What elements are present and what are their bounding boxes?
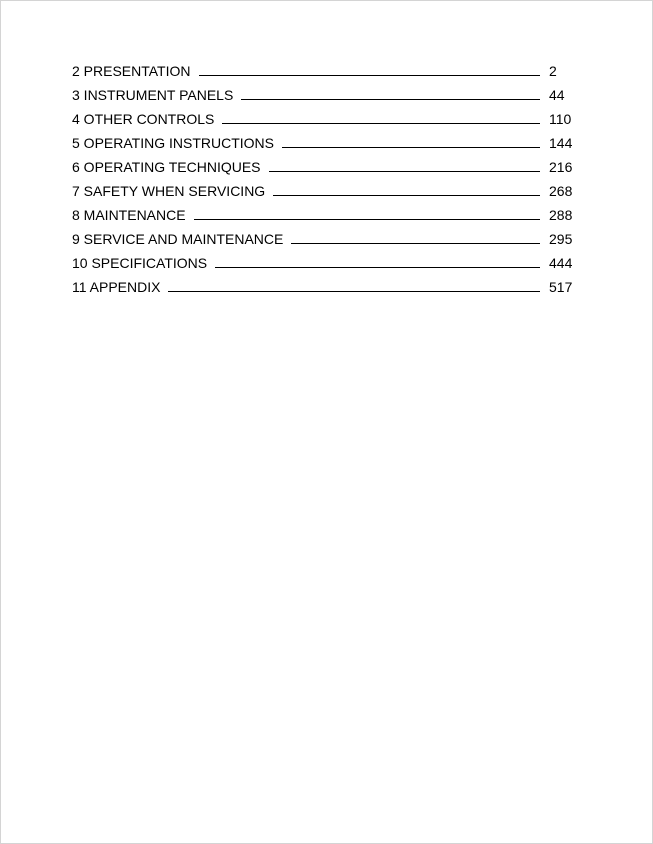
toc-entry-title: 11 APPENDIX xyxy=(72,279,161,295)
toc-entry-operating-instructions[interactable] xyxy=(72,131,573,155)
toc-entry-page: 288 xyxy=(549,207,573,223)
toc-leader-line xyxy=(215,267,540,268)
toc-leader-line xyxy=(269,171,540,172)
toc-entry-presentation[interactable] xyxy=(72,59,573,83)
toc-entry-title: 4 OTHER CONTROLS xyxy=(72,111,215,127)
toc-leader-line xyxy=(168,291,540,292)
toc-entry-page: 268 xyxy=(549,183,573,199)
toc-leader-line xyxy=(241,99,540,100)
toc-leader-line xyxy=(199,75,540,76)
toc-entry-page: 295 xyxy=(549,231,573,247)
toc-entry-service-and-maintenance[interactable] xyxy=(72,227,573,251)
toc-entry-appendix[interactable] xyxy=(72,275,573,299)
toc-entry-other-controls[interactable] xyxy=(72,107,573,131)
toc-entry-title: 5 OPERATING INSTRUCTIONS xyxy=(72,135,274,151)
toc-entry-title: 9 SERVICE AND MAINTENANCE xyxy=(72,231,284,247)
toc-entry-title: 10 SPECIFICATIONS xyxy=(72,255,208,271)
toc-entry-title: 2 PRESENTATION xyxy=(72,63,191,79)
toc-entry-page: 216 xyxy=(549,159,573,175)
toc-entry-title: 3 INSTRUMENT PANELS xyxy=(72,87,234,103)
toc-leader-line xyxy=(222,123,540,124)
toc-entry-maintenance[interactable] xyxy=(72,203,573,227)
toc-leader-line xyxy=(282,147,540,148)
toc-leader-line xyxy=(291,243,540,244)
toc-entry-page: 444 xyxy=(549,255,573,271)
toc-entry-title: 6 OPERATING TECHNIQUES xyxy=(72,159,261,175)
toc-entry-page: 144 xyxy=(549,135,573,151)
toc-entry-specifications[interactable] xyxy=(72,251,573,275)
toc-entry-title: 7 SAFETY WHEN SERVICING xyxy=(72,183,266,199)
toc-entry-page: 110 xyxy=(549,111,572,127)
toc-entry-safety-when-servicing[interactable] xyxy=(72,179,573,203)
table-of-contents xyxy=(72,59,573,299)
toc-entry-page: 2 xyxy=(549,63,557,79)
toc-entry-page: 517 xyxy=(549,279,573,295)
toc-entry-instrument-panels[interactable] xyxy=(72,83,573,107)
toc-leader-line xyxy=(273,195,540,196)
toc-entry-page: 44 xyxy=(549,87,565,103)
toc-entry-title: 8 MAINTENANCE xyxy=(72,207,186,223)
toc-entry-operating-techniques[interactable] xyxy=(72,155,573,179)
toc-leader-line xyxy=(194,219,540,220)
